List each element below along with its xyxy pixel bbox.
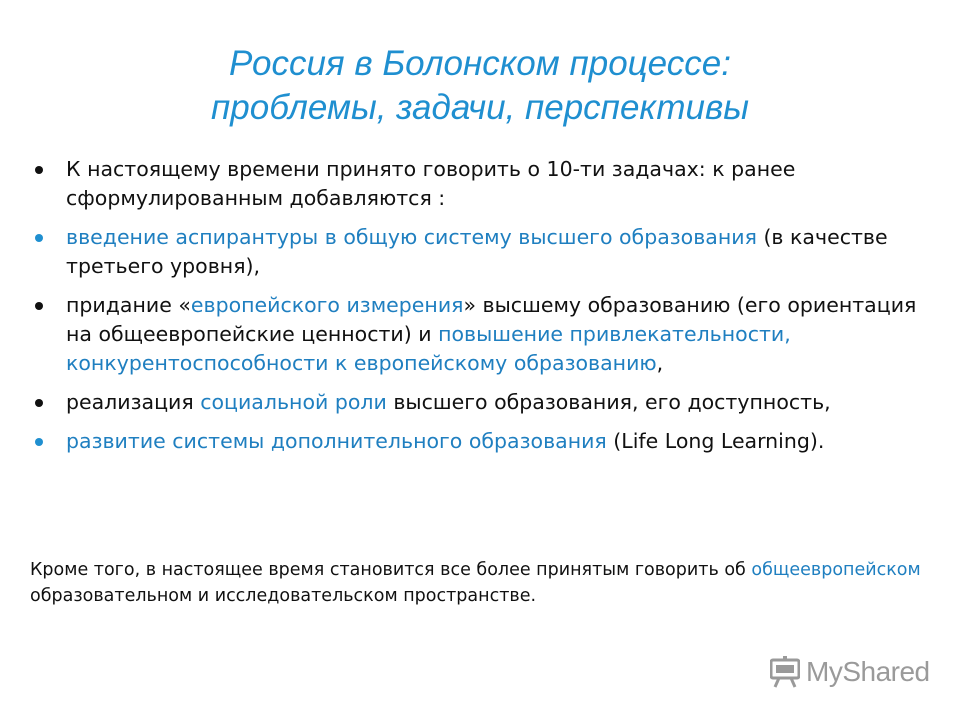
bullet-item: [28, 291, 932, 378]
bullet-text: реализация: [66, 390, 201, 414]
bullet-list: [28, 155, 932, 466]
bullet-highlight: развитие системы дополнительного образования: [66, 429, 607, 453]
bullet-dot-icon: [35, 399, 43, 407]
bullet-highlight: введение аспирантуры в общую систему высшего образования: [66, 225, 757, 249]
title-line-2: проблемы, задачи, перспективы: [211, 88, 749, 127]
watermark-logo: [770, 654, 930, 690]
title-line-1: Россия в Болонском процессе:: [229, 44, 731, 83]
bullet-item: [28, 427, 932, 456]
note-highlight: общеевропейском: [751, 560, 921, 580]
bullet-text: ,: [656, 351, 664, 375]
bullet-highlight: европейского измерения: [190, 293, 464, 317]
bullet-dot-icon: [35, 234, 43, 242]
bullet-text: К настоящему времени принято говорить о 10-ти задачах: к ранее сформулированным добавляются :: [66, 157, 796, 210]
slide-title: [60, 42, 900, 130]
bullet-dot-icon: [35, 166, 43, 174]
bullet-highlight: социальной роли: [200, 390, 387, 414]
note-text: образовательном и исследовательском пространстве.: [30, 586, 537, 606]
presentation-board-icon: [770, 656, 800, 688]
note-text: Кроме того, в настоящее время становится все более принятым говорить об: [30, 560, 752, 580]
bullet-text: высшего образования, его доступность,: [386, 390, 831, 414]
bullet-highlight: повышение привлекательности, конкурентоспособности к европейскому образованию: [66, 322, 791, 375]
watermark-text: MyShared: [806, 656, 930, 687]
bullet-item: [28, 388, 932, 417]
bullet-item: [28, 223, 932, 281]
bullet-text: (в качестве третьего уровня),: [66, 225, 888, 278]
closing-note: [30, 557, 930, 609]
bullet-text: придание «: [66, 293, 191, 317]
bullet-text: (Life Long Learning).: [606, 429, 825, 453]
bullet-dot-icon: [35, 438, 43, 446]
bullet-item: [28, 155, 932, 213]
bullet-dot-icon: [35, 302, 43, 310]
bullet-text: » высшему образованию (его ориентация на общеевропейские ценности) и: [66, 293, 917, 346]
